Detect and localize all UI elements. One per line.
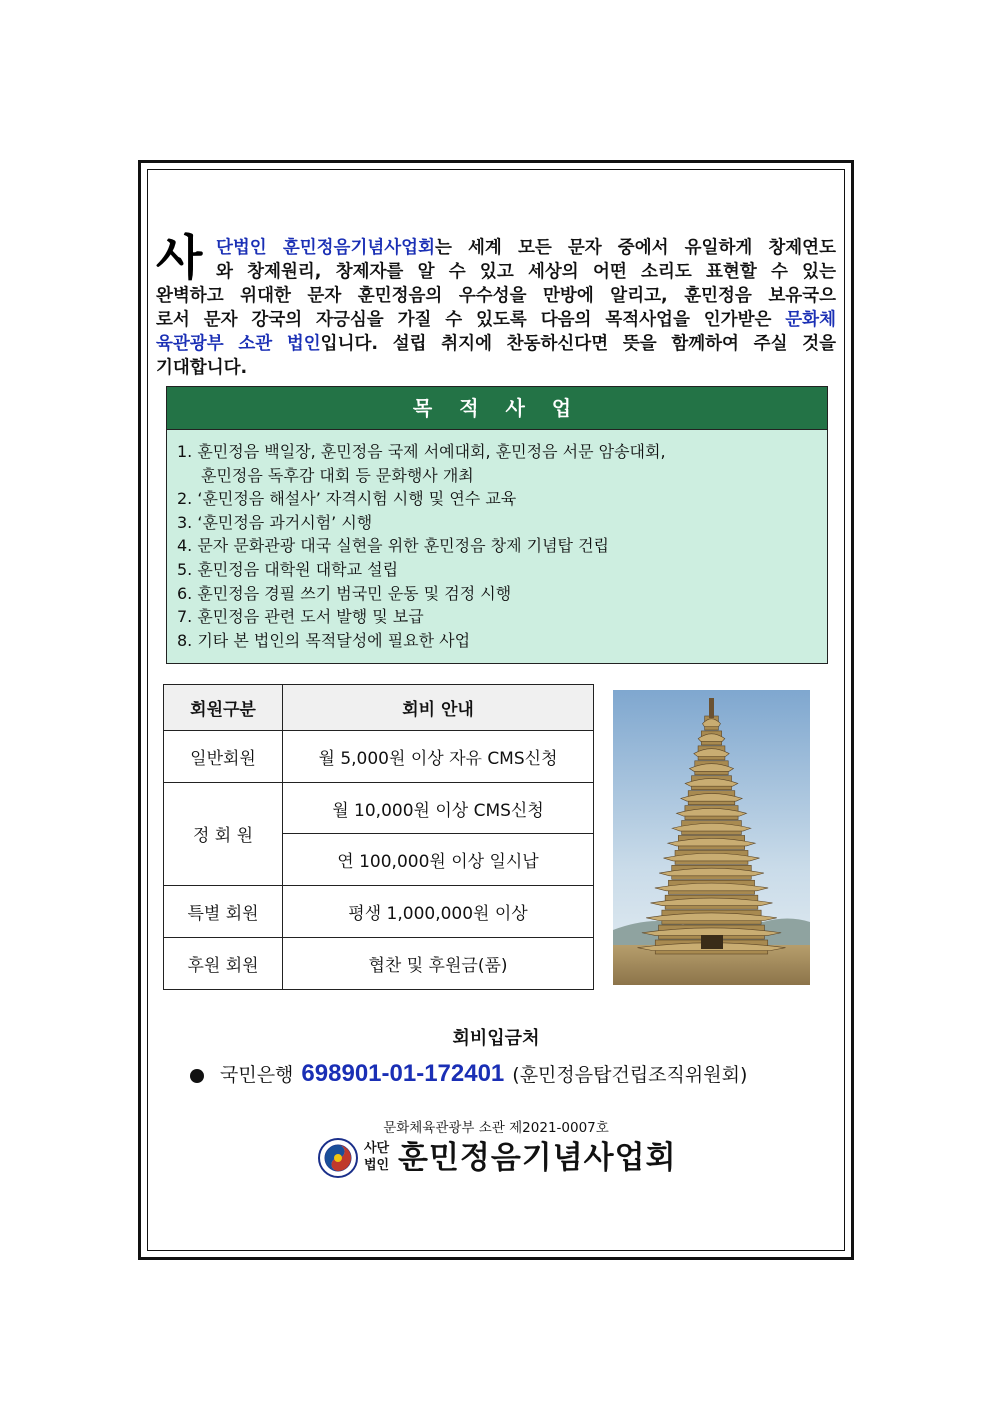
member-type: 특별 회원 [164,886,283,938]
bank-name: 국민은행 [220,1064,294,1086]
purpose-item-continuation: 훈민정음 독후감 대회 등 문화행사 개최 [201,465,474,485]
table-row [164,938,594,990]
table-row [164,782,594,834]
member-type: 후원 회원 [164,938,283,990]
org-name-logotype: 훈민정음기념사업회 [398,1140,677,1176]
purpose-item: 5. 훈민정음 대학원 대학교 설립 [177,559,399,579]
purpose-item-text: 1. 훈민정음 백일장, 훈민정음 국제 서예대회, 훈민정음 서문 암송대회, [177,442,666,461]
intro-text: 입니다. 설립 취지에 찬동하신다면 뜻을 함께하여 주실 것을 [320,334,836,354]
membership-fee-table [163,684,594,990]
ministry-highlight: 문화체 [785,310,836,330]
deposit-line [190,1060,747,1088]
bullet-icon [190,1069,204,1083]
pagoda-image [613,690,810,985]
purpose-item: 7. 훈민정음 관련 도서 발행 및 보급 [177,607,424,627]
member-type: 정 회 원 [164,782,283,886]
purpose-title: 목 적 사 업 [167,387,827,430]
purpose-box [166,386,828,664]
purpose-list [167,430,827,652]
intro-line-2: 와 창제원리, 창제자를 알 수 있고 세상의 어떤 소리도 표현할 수 있는 [216,262,836,282]
account-holder: (훈민정음탑건립조직위원회) [512,1064,748,1086]
intro-line-1 [156,236,836,260]
fee-info: 월 10,000원 이상 CMS신청 [283,782,594,834]
dropcap: 사 [156,230,203,286]
account-number: 698901-01-172401 [301,1060,505,1087]
ministry-highlight-cont: 육관광부 소관 법인 [156,334,321,354]
purpose-item: 3. ‘훈민정음 과거시험’ 시행 [177,512,373,532]
org-name-highlight: 단법인 훈민정음기념사업회 [216,238,435,258]
column-header-fee: 회비 안내 [283,685,594,731]
fee-info: 협찬 및 후원금(품) [283,938,594,990]
table-header-row [164,685,594,731]
member-type: 일반회원 [164,730,283,782]
purpose-item: 4. 문자 문화관광 대국 실현을 위한 훈민정음 창제 기념탑 건립 [177,536,609,556]
purpose-item [177,440,827,487]
registration-number: 문화체육관광부 소관 제2021-0007호 [383,1120,609,1136]
intro-text: 는 세계 모든 문자 중에서 유일하게 창제연도 [434,238,836,258]
fee-info: 평생 1,000,000원 이상 [283,886,594,938]
intro-line-6: 기대합니다. [156,358,248,378]
fee-info: 월 5,000원 이상 자유 CMS신청 [283,730,594,782]
purpose-item: 2. ‘훈민정음 해설사’ 자격시험 시행 및 연수 교육 [177,489,517,509]
intro-line-4 [156,308,836,332]
org-logo [318,1136,688,1182]
intro-line-5 [156,332,836,356]
purpose-item: 8. 기타 본 법인의 목적달성에 필요한 사업 [177,630,471,650]
seal-icon [318,1138,358,1178]
table-row [164,730,594,782]
table-row [164,886,594,938]
fee-info: 연 100,000원 이상 일시납 [283,834,594,886]
purpose-item: 6. 훈민정음 경필 쓰기 범국민 운동 및 검정 시행 [177,583,512,603]
column-header-type: 회원구분 [164,685,283,731]
intro-paragraph [156,236,836,380]
intro-line-3: 완벽하고 위대한 문자 훈민정음의 우수성을 만방에 알리고, 훈민정음 보유국으 [156,286,836,306]
org-type-label: 사단법인 [364,1141,390,1173]
deposit-title: 회비입금처 [452,1028,540,1049]
intro-text: 로서 문자 강국의 자긍심을 가질 수 있도록 다음의 목적사업을 인가받은 [156,310,786,330]
